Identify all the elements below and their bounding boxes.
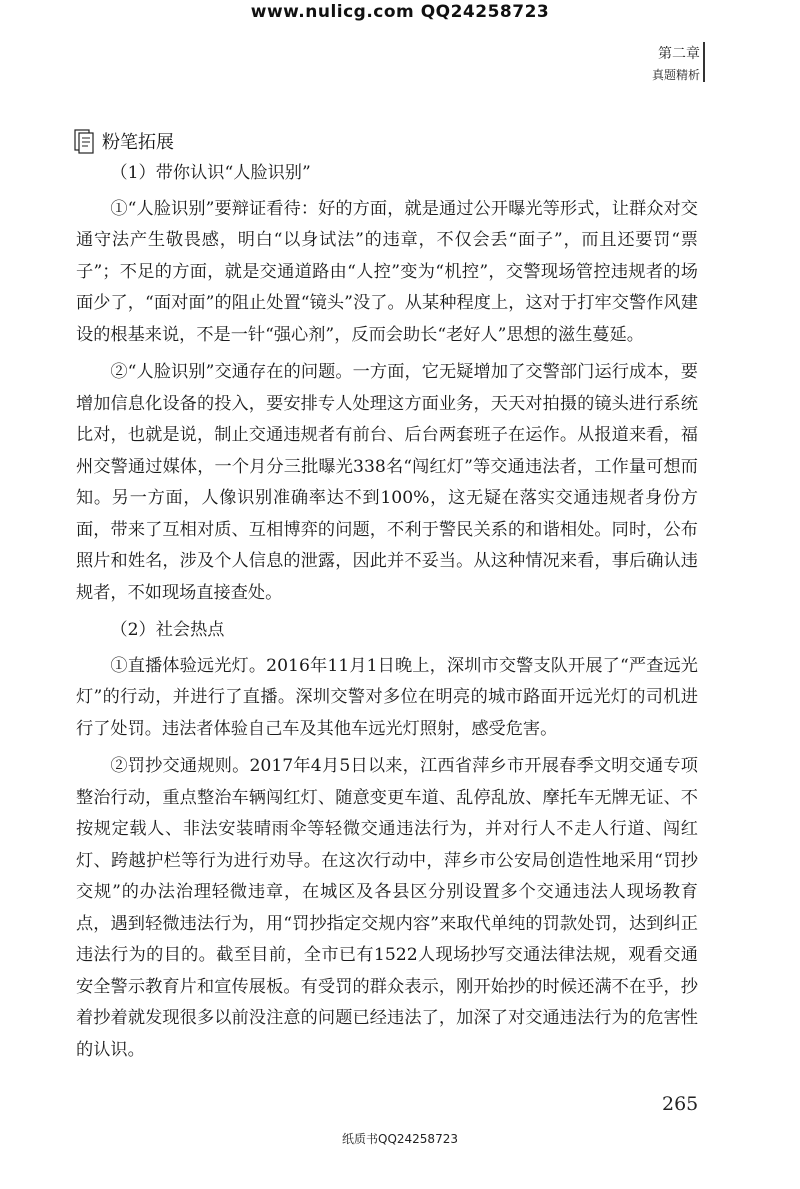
paragraph: ①“人脸识别”要辩证看待：好的方面，就是通过公开曝光等形式，让群众对交通守法产生敬畏感，明白“以身试法”的违章，不仅会丢“面子”，而且还要罚“票子”；不足的方面，就是交通道路由“人控”变为“机控”，交警现场管控违规者的场面少了，“面对面”的阻止处置“镜头”没了。从某种程度上，这对于打牢交警作风建设的根基来说，不是一针“强心剂”，反而会助长“老好人”思想的滋生蔓延。 [76, 198, 698, 345]
paragraph: ①直播体验远光灯。2016年11月1日晚上，深圳市交警支队开展了“严查远光灯”的行动，并进行了直播。深圳交警对多位在明亮的城市路面开远光灯的司机进行了处罚。违法者体验自己车及其他车远光灯照射，感受危害。 [76, 655, 698, 739]
top-watermark: www.nulicg.com QQ24258723 [250, 2, 550, 22]
paragraph: ②罚抄交通规则。2017年4月5日以来，江西省萍乡市开展春季文明交通专项整治行动，重点整治车辆闯红灯、随意变更车道、乱停乱放、摩托车无牌无证、不按规定载人、非法安装晴雨伞等轻微交通违法行为，并对行人不走人行道、闯红灯、跨越护栏等行为进行劝导。在这次行动中，萍乡市公安局创造性地采用“罚抄交规”的办法治理轻微违章，在城区及各县区分别设置多个交通违法人现场教育点，遇到轻微违法行为，用“罚抄指定交规内容”来取代单纯的罚款处罚，达到纠正违法行为的目的。截至目前，全市已有1522人现场抄写交通法律法规，观看交通安全警示教育片和宣传展板。有受罚的群众表示，刚开始抄的时候还满不在乎，抄着抄着就发现很多以前没注意的问题已经违法了，加深了对交通违法行为的危害性的认识。 [76, 756, 698, 1060]
paragraph: ②“人脸识别”交通存在的问题。一方面，它无疑增加了交警部门运行成本，要增加信息化设备的投入，要安排专人处理这方面业务，天天对拍摄的镜头进行系统比对，也就是说，制止交通违规者有前台、后台两套班子在运作。从报道来看，福州交警通过媒体，一个月分三批曝光338名“闯红灯”等交通违法者，工作量可想而知。另一方面，人像识别准确率达不到100%，这无疑在落实交通违规者身份方面，带来了互相对质、互相博弈的问题，不利于警民关系的和谐相处。同时，公布照片和姓名，涉及个人信息的泄露，因此并不妥当。从这种情况来看，事后确认违规者，不如现场直接查处。 [76, 362, 698, 603]
page-number: 265 [662, 1093, 699, 1115]
section-heading [74, 128, 174, 154]
bottom-watermark: 纸质书QQ24258723 [342, 1132, 458, 1146]
chapter-subtitle: 真题精析 [651, 68, 700, 82]
page-body [76, 158, 698, 1072]
note-icon [74, 128, 94, 154]
chapter-divider [703, 42, 705, 82]
chapter-title: 第二章 [658, 46, 700, 62]
section-title: 粉笔拓展 [102, 132, 174, 153]
chapter-header [652, 44, 700, 84]
subheading-face-recognition: （1）带你认识“人脸识别” [110, 163, 311, 183]
subheading-social-hotspots: （2）社会热点 [110, 620, 225, 640]
